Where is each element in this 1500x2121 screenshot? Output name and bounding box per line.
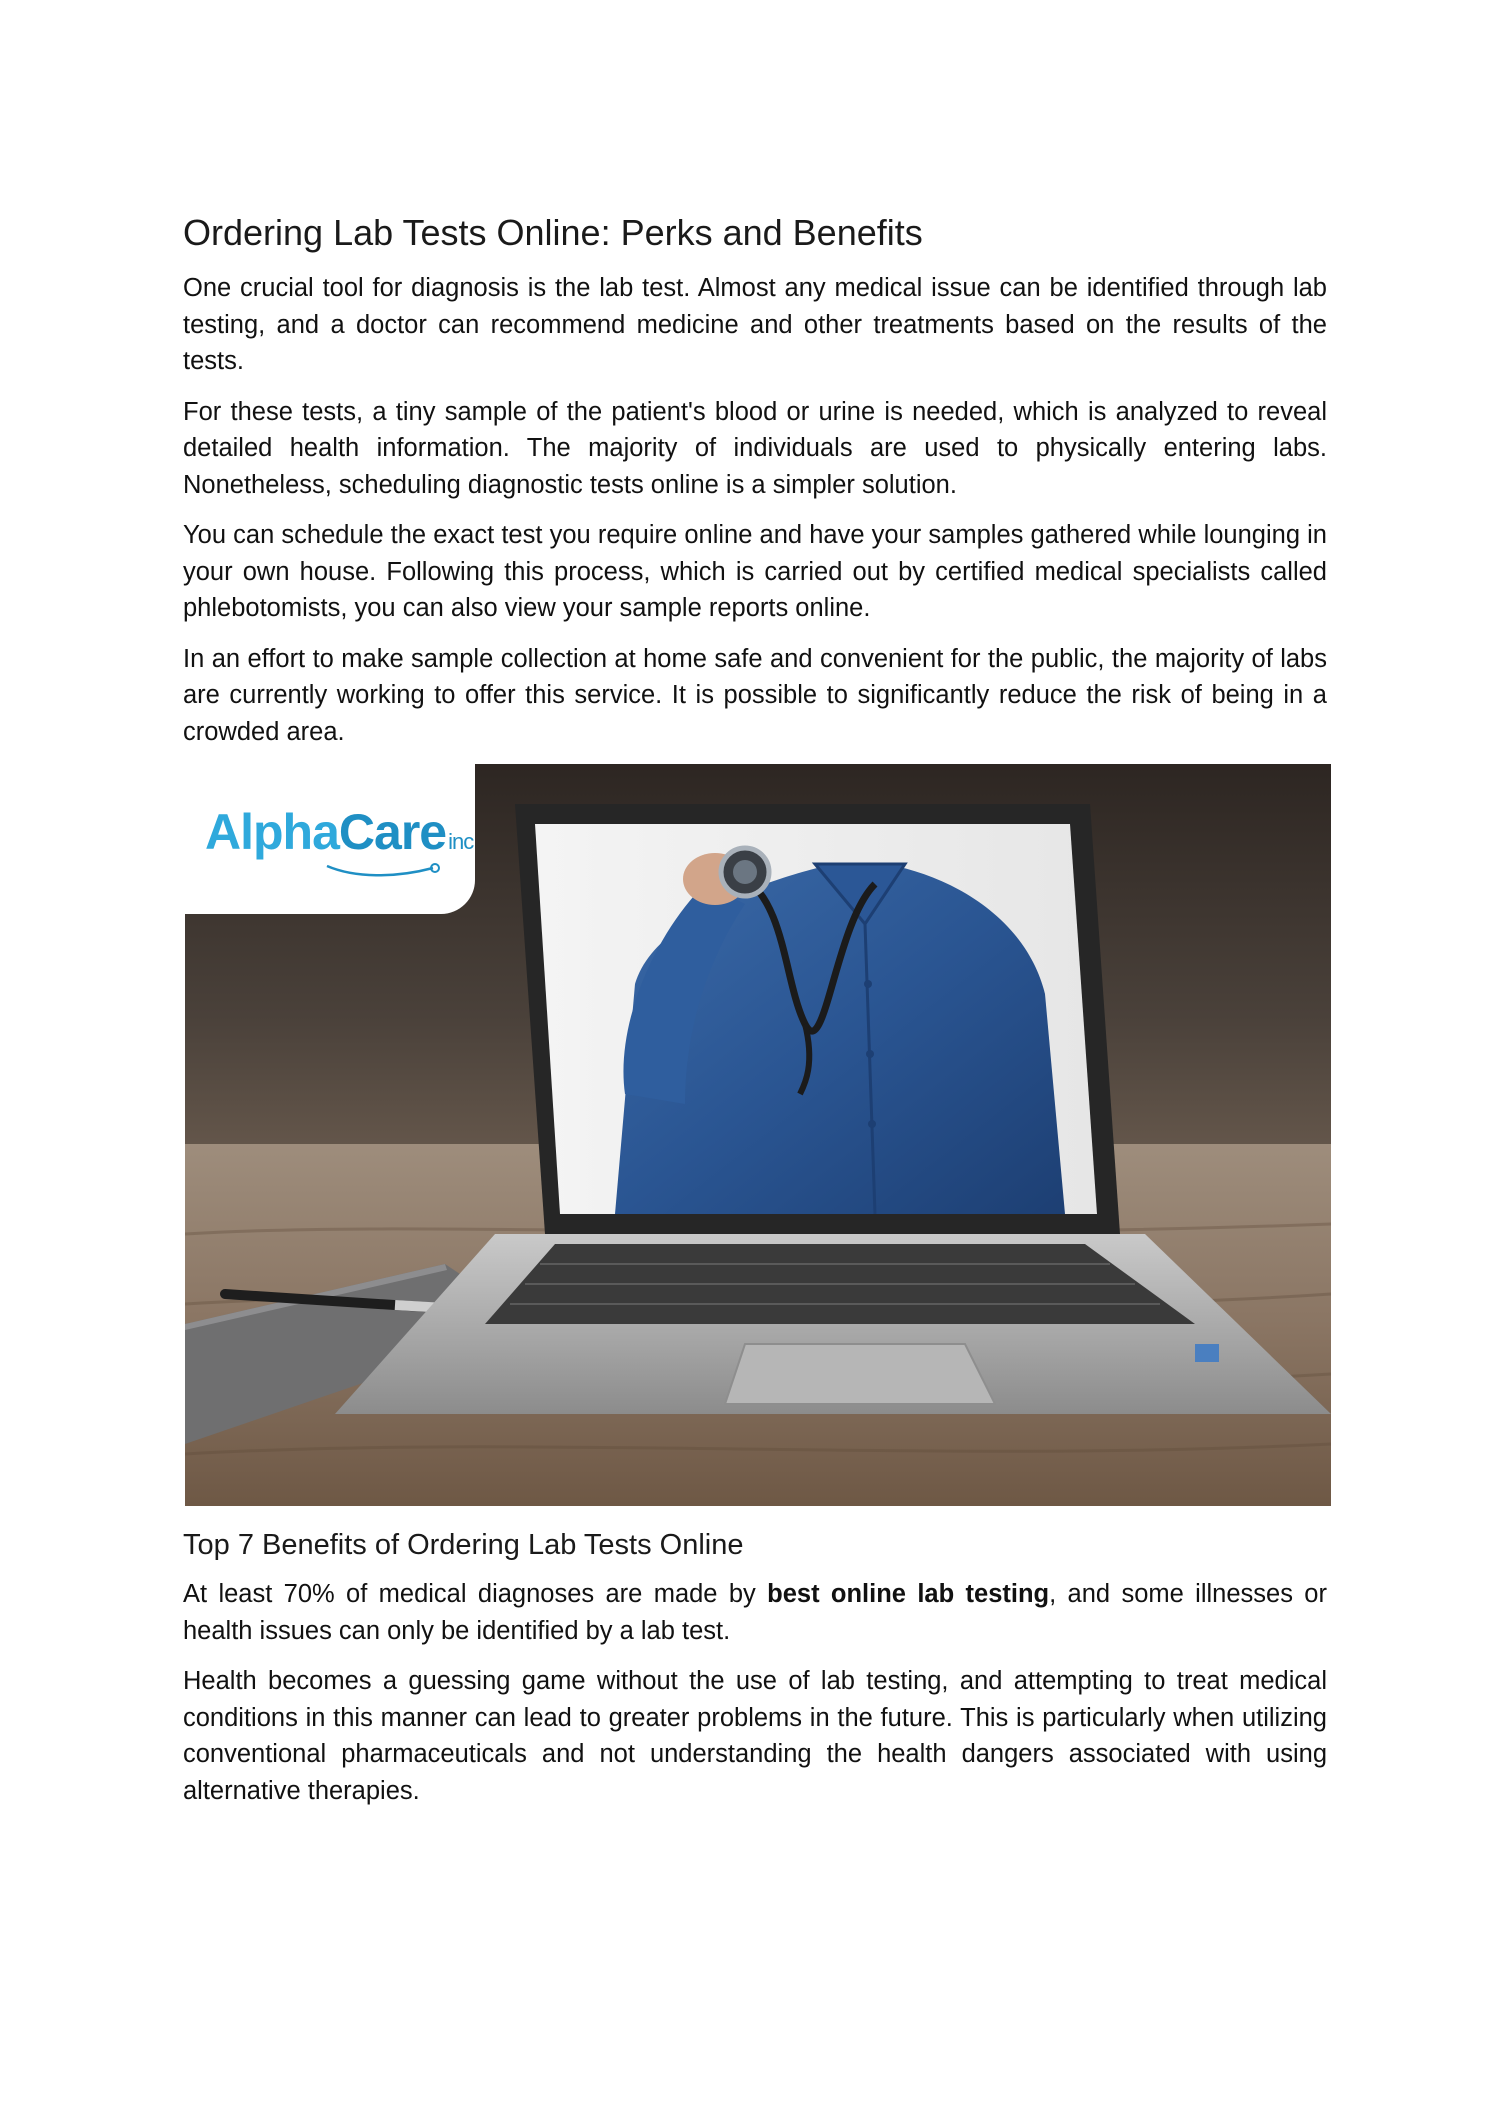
section-para1-after: , and some illnesses or health issues can only be identified by a lab test. [183, 1580, 1327, 1645]
article-title: Ordering Lab Tests Online: Perks and Benefits [183, 212, 923, 253]
logo-alpha-text: Alpha [205, 804, 339, 860]
section-heading: Top 7 Benefits of Ordering Lab Tests Online [183, 1529, 744, 1561]
logo-swoosh-icon [325, 856, 445, 880]
logo-care-text: Care [338, 804, 447, 860]
section-paragraph-1 [183, 1576, 1327, 1649]
document-page [183, 210, 1327, 1823]
intro-paragraph-3: You can schedule the exact test you require online and have your samples gathered while lounging in your own house. Following this process, which is carried out by certified medical specialists called phlebotomists, you can also view your sample reports online. [183, 521, 1327, 622]
intro-paragraph-4: In an effort to make sample collection at home safe and convenient for the public, the majority of labs are currently working to offer this service. It is possible to significantly reduce the risk of being in a crowded area. [183, 644, 1327, 746]
section-paragraph-2: Health becomes a guessing game without the use of lab testing, and attempting to treat medical conditions in this manner can lead to greater problems in the future. This is particularly when utilizing conventional pharmaceuticals and not understanding the health dangers associated with using alternative therapies. [183, 1667, 1327, 1805]
brand-logo-card [185, 764, 475, 914]
intro-paragraph-1: One crucial tool for diagnosis is the lab test. Almost any medical issue can be identified through lab testing, and a doctor can recommend medicine and other treatments based on the results of the tests. [183, 274, 1327, 375]
section-para1-before: At least 70% of medical diagnoses are made by [183, 1580, 768, 1608]
section-para1-bold-link: best online lab testing [767, 1580, 1050, 1608]
logo-inc-text: inc [448, 829, 474, 854]
article-photo [185, 764, 1331, 1506]
intro-paragraph-2: For these tests, a tiny sample of the patient's blood or urine is needed, which is analyzed to reveal detailed health information. The majority of individuals are used to physically entering labs. Nonetheless, scheduling diagnostic tests online is a simpler solution. [183, 397, 1327, 499]
